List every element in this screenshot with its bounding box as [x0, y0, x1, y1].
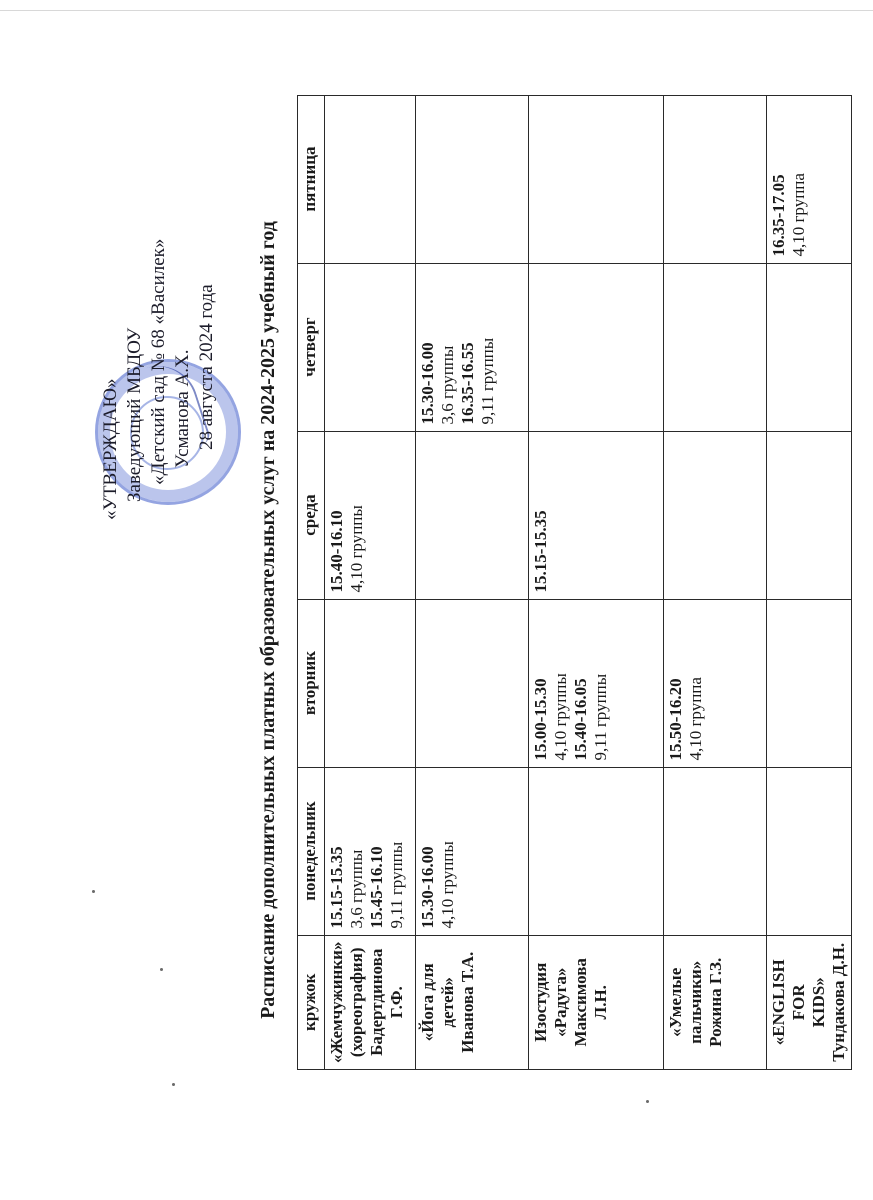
scan-edge-line [0, 10, 873, 11]
cell-thursday [324, 263, 415, 431]
slot-groups: 4,10 группы [437, 841, 457, 929]
approval-line-4: Усманова А.Х. [171, 349, 193, 468]
slot-time: 16.35-16.55 [457, 342, 477, 425]
cell-monday [415, 767, 528, 935]
slot-groups: 4,10 группа [788, 173, 808, 257]
table-row [415, 95, 528, 1069]
schedule-table [297, 95, 852, 1070]
club-name-line: «Радуга» [550, 967, 570, 1037]
slot-time: 16.35-17.05 [768, 174, 788, 257]
header-monday: понедельник [297, 767, 324, 935]
slot-groups: 3,6 группы [437, 345, 457, 425]
cell-thursday [766, 263, 851, 431]
slot-time: 15.40-16.05 [570, 678, 590, 761]
club-cell [766, 935, 851, 1069]
slot-groups: 3,6 группы [346, 849, 366, 929]
cell-wednesday [766, 431, 851, 599]
approval-line-2: Заведующий МБДОУ [123, 327, 145, 502]
club-name-line: (хореография) [346, 947, 366, 1058]
table-row [663, 95, 766, 1069]
cell-thursday [415, 263, 528, 431]
table-row [528, 95, 663, 1069]
club-name-line: Иванова Т.А. [457, 951, 477, 1053]
approval-line-3: «Детский сад № 68 «Василек» [147, 238, 169, 485]
slot-time: 15.45-16.10 [366, 846, 386, 929]
club-name-line: «Жемчужинки» [326, 941, 346, 1063]
cell-tuesday [324, 599, 415, 767]
schedule-document [87, 60, 848, 1140]
club-name-line: «Умелые [665, 967, 685, 1037]
club-name-line: Г.Ф. [386, 986, 406, 1019]
cell-wednesday [324, 431, 415, 599]
club-cell [663, 935, 766, 1069]
cell-monday [663, 767, 766, 935]
club-name-line: Максимова Л.Н. [570, 958, 610, 1047]
club-cell [324, 935, 415, 1069]
table-row [324, 95, 415, 1069]
cell-tuesday [766, 599, 851, 767]
approval-line-5: 28 августа 2024 года [195, 284, 217, 450]
club-cell [415, 935, 528, 1069]
header-wednesday: среда [297, 431, 324, 599]
slot-time: 15.40-16.10 [326, 510, 346, 593]
header-tuesday: вторник [297, 599, 324, 767]
cell-tuesday [663, 599, 766, 767]
cell-wednesday [528, 431, 663, 599]
approval-line-1: «УТВЕРЖДАЮ» [99, 378, 121, 520]
slot-time: 15.15-15.35 [530, 510, 550, 593]
slot-time: 15.15-15.35 [326, 846, 346, 929]
slot-groups: 9,11 группы [386, 841, 406, 929]
cell-friday [415, 95, 528, 263]
cell-friday [324, 95, 415, 263]
club-name-line: Бадертдинова [366, 948, 386, 1056]
slot-groups: 4,10 группа [685, 677, 705, 761]
approval-block [99, 239, 219, 520]
club-name-line: KIDS» [808, 977, 828, 1028]
slot-groups: 9,11 группы [477, 337, 497, 425]
club-name-line: Рожина Г.З. [705, 957, 725, 1047]
cell-monday [528, 767, 663, 935]
cell-wednesday [415, 431, 528, 599]
header-friday: пятница [297, 95, 324, 263]
club-name-line: «Йога для детей» [417, 963, 457, 1042]
header-thursday: четверг [297, 263, 324, 431]
cell-monday [766, 767, 851, 935]
slot-time: 15.00-15.30 [530, 678, 550, 761]
table-row [766, 95, 851, 1069]
table-header-row [297, 95, 324, 1069]
slot-groups: 9,11 группы [590, 673, 610, 761]
cell-thursday [663, 263, 766, 431]
slot-groups: 4,10 группы [550, 673, 570, 761]
slot-time: 15.30-16.00 [417, 846, 437, 929]
club-name-line: «ENGLISH FOR [768, 959, 808, 1046]
document-title: Расписание дополнительных платных образовательных услуг на 2024-2025 учебный год [256, 221, 279, 1019]
slot-time: 15.50-16.20 [665, 678, 685, 761]
cell-friday [766, 95, 851, 263]
cell-thursday [528, 263, 663, 431]
cell-friday [663, 95, 766, 263]
club-name-line: Изостудия [530, 962, 550, 1042]
club-name-line: пальчики» [685, 960, 705, 1044]
cell-wednesday [663, 431, 766, 599]
cell-tuesday [415, 599, 528, 767]
slot-groups: 4,10 группы [346, 505, 366, 593]
cell-friday [528, 95, 663, 263]
cell-tuesday [528, 599, 663, 767]
club-cell [528, 935, 663, 1069]
cell-monday [324, 767, 415, 935]
header-club: кружок [297, 935, 324, 1069]
club-name-line: Тундакова Д.Н. [828, 942, 848, 1062]
slot-time: 15.30-16.00 [417, 342, 437, 425]
